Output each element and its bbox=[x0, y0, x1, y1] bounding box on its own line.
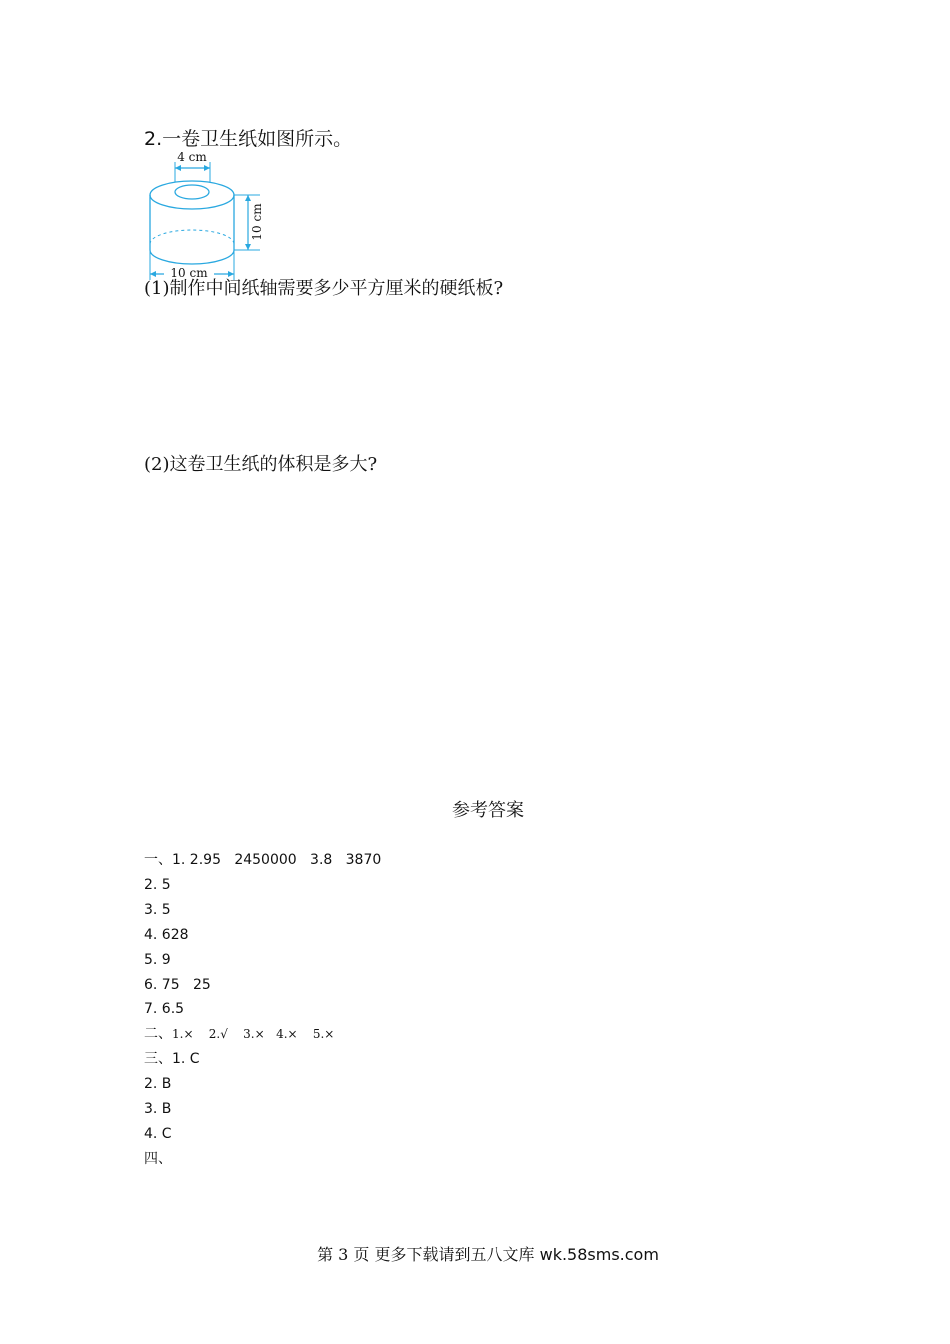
answers-title: 参考答案 bbox=[452, 800, 524, 821]
toilet-roll-figure bbox=[140, 148, 280, 284]
figure-bottom-label: 10 cm bbox=[170, 266, 208, 280]
sub-question-1-prefix: (1)制作中间 bbox=[144, 278, 242, 299]
sub-question-1 bbox=[144, 274, 503, 300]
figure-right-label: 10 cm bbox=[250, 203, 264, 241]
answer-line: 5. 9 bbox=[144, 951, 171, 968]
answer-judge-prefix: 二、 bbox=[144, 1026, 172, 1043]
footer-text: 第 3 页 更多下载请到五八文库 bbox=[317, 1245, 540, 1264]
footer-site-link[interactable]: wk.58sms.com bbox=[539, 1245, 659, 1264]
answer-line: 2. B bbox=[144, 1076, 172, 1093]
answer-judge-items: 1.× 2.√ 3.× 4.× 5.× bbox=[172, 1027, 335, 1042]
answer-line: 4. 628 bbox=[144, 926, 189, 943]
answer-line: 4. C bbox=[144, 1125, 172, 1142]
answer-line: 3. B bbox=[144, 1101, 172, 1118]
answers-list bbox=[144, 848, 381, 1172]
answer-judge-line bbox=[144, 1022, 381, 1047]
answer-line: 6. 75 25 bbox=[144, 976, 211, 993]
answer-line: 三、1. C bbox=[144, 1051, 200, 1068]
figure-top-label: 4 cm bbox=[177, 150, 207, 164]
question-title: 2.一卷卫生纸如图所示。 bbox=[144, 128, 353, 150]
sub-question-1-text: 纸轴需要多少平方厘米的硬纸板? bbox=[241, 278, 504, 299]
answer-line: 2. 5 bbox=[144, 876, 171, 893]
answer-line: 7. 6.5 bbox=[144, 1001, 185, 1018]
answer-line: 3. 5 bbox=[144, 901, 171, 918]
sub-question-2: (2)这卷卫生纸的体积是多大? bbox=[144, 454, 378, 475]
answer-line: 四、 bbox=[144, 1150, 172, 1167]
answer-line: 一、1. 2.95 2450000 3.8 3870 bbox=[144, 852, 382, 868]
page-footer bbox=[0, 1242, 950, 1265]
